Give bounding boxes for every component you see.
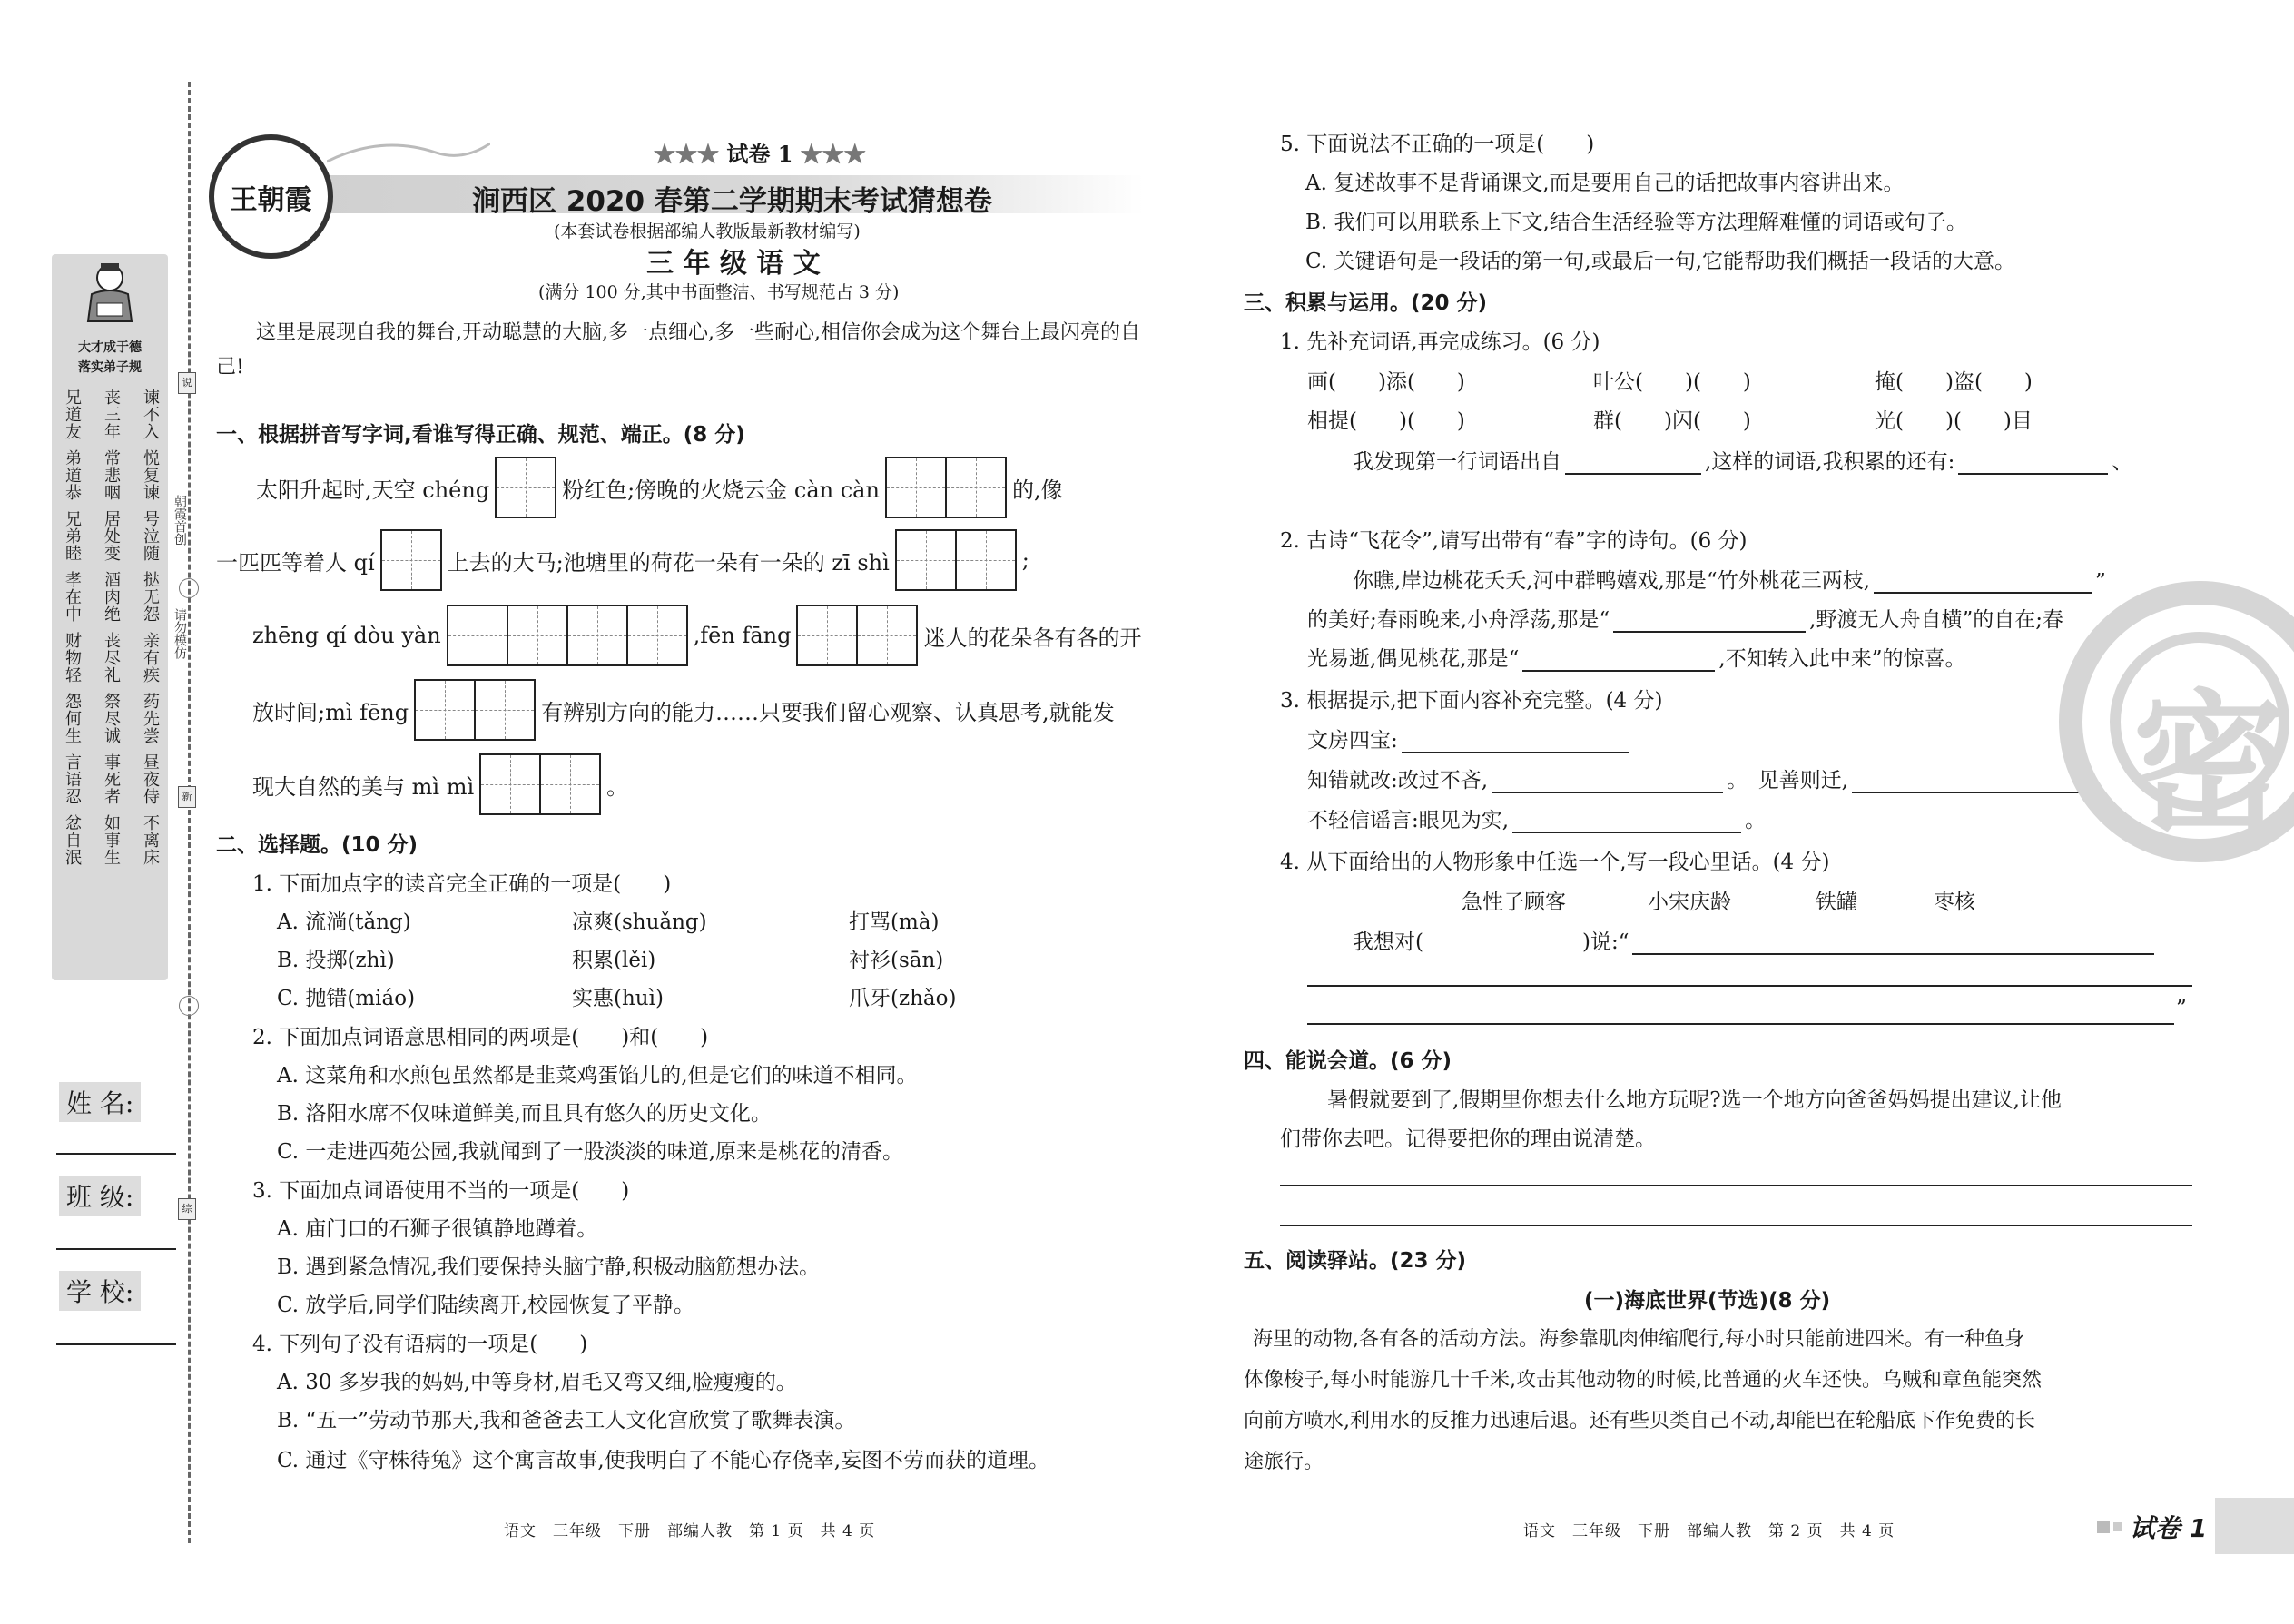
pinyin-line-3 (252, 605, 1147, 666)
character-option: 急性子顾客 (1462, 891, 1566, 914)
answer-blank[interactable] (1958, 473, 2108, 475)
confidential-seal (2059, 581, 2294, 862)
q3-3-line-1 (1307, 723, 1629, 753)
char-grid[interactable] (479, 753, 601, 815)
proverb: 祭尽诚 (102, 693, 121, 744)
q2-3-a: A. 庙门口的石狮子很镇静地蹲着。 (277, 1217, 598, 1241)
q2-2-stem: 2. 下面加点词语意思相同的两项是( )和( ) (252, 1026, 709, 1049)
q2-5-b: B. 我们可以用联系上下文,结合生活经验等方法理解难懂的词语或句子。 (1305, 211, 1967, 234)
q2-5-a: A. 复述故事不是背诵课文,而是要用自己的话把故事内容讲出来。 (1305, 172, 1905, 195)
char-grid[interactable] (885, 457, 1007, 518)
punch-hole-icon (179, 578, 199, 598)
text: 上去的大马;池塘里的荷花一朵有一朵的 zī shì (447, 549, 890, 576)
pinyin-line-1 (256, 457, 1068, 518)
punch-hole-icon (179, 996, 199, 1016)
text: )说:“ (1581, 930, 1629, 954)
q2-1-a1: A. 流淌(tǎng) (277, 910, 411, 934)
character-option: 铁罐 (1816, 891, 1857, 914)
writing-line[interactable] (1280, 1225, 2192, 1226)
q2-4-a: A. 30 多岁我的妈妈,中等身材,眉毛又弯又细,脸瘦瘦的。 (277, 1371, 797, 1394)
proverb: 如事生 (102, 814, 121, 866)
proverb: 常悲咽 (102, 449, 121, 501)
corner-text: 试卷 1 (2130, 1513, 2208, 1543)
q3-1-prompt (1353, 445, 2132, 475)
q3-2-line-3 (1307, 642, 1965, 672)
char-grid[interactable] (414, 679, 536, 741)
binding-icon-2: 新 (178, 786, 196, 808)
section-5-title: 五、阅读驿站。(23 分) (1244, 1249, 1467, 1273)
class-label: 班 级: (59, 1176, 141, 1216)
footer-left: 语文 三年级 下册 部编人教 第 1 页 共 4 页 (504, 1522, 876, 1540)
answer-blank[interactable] (1613, 631, 1806, 633)
writing-line[interactable] (1280, 1185, 2192, 1186)
q2-1-a2: 凉爽(shuǎng) (572, 910, 707, 934)
q2-4-b: B. “五一”劳动节那天,我和爸爸去工人文化宫欣赏了歌舞表演。 (277, 1409, 856, 1432)
name-label: 姓 名: (59, 1082, 141, 1122)
proverb: 药先尝 (141, 693, 160, 744)
school-label: 学 校: (59, 1271, 141, 1311)
q3-3-line-3 (1307, 803, 1766, 833)
binding-note-1: 朝霞首创 (172, 495, 187, 546)
motto-1: 大才成于德 (78, 340, 142, 355)
answer-blank[interactable] (1402, 752, 1629, 753)
text: 有辨别方向的能力……只要我们留心观察、认真思考,就能发 (541, 699, 1115, 725)
proverb: 挞无怨 (141, 571, 160, 623)
footer-right: 语文 三年级 下册 部编人教 第 2 页 共 4 页 (1523, 1522, 1895, 1540)
q2-1-a3: 打骂(mà) (849, 910, 940, 934)
writing-line[interactable] (1307, 1023, 2174, 1025)
proverb: 丧尽礼 (102, 632, 121, 684)
character-option: 枣核 (1934, 891, 1975, 914)
q2-4-c: C. 通过《守株待兔》这个寓言故事,使我明白了不能心存侥幸,妄图不劳而获的道理。 (277, 1449, 1050, 1472)
q2-2-c: C. 一走进西苑公园,我就闻到了一股淡淡的味道,原来是桃花的清香。 (277, 1140, 904, 1164)
proverb: 事死者 (102, 753, 121, 805)
text: 现大自然的美与 mì mì (252, 773, 475, 800)
text: 放时间;mì fēng (252, 699, 409, 725)
text: 我发现第一行词语出自 (1353, 450, 1561, 474)
idiom-3: 掩( )盗( ) (1875, 370, 2033, 394)
char-grid[interactable] (447, 605, 688, 666)
proverb: 孝在中 (63, 571, 82, 623)
cut-line (188, 82, 191, 1543)
score-note: (满分 100 分,其中书面整洁、书写规范占 3 分) (538, 282, 900, 302)
answer-blank[interactable] (1492, 792, 1723, 793)
text: ; (1021, 547, 1029, 573)
subject-title: 三 年 级 语 文 (646, 248, 821, 280)
text: 不轻信谣言:眼见为实, (1307, 809, 1510, 832)
pinyin-line-4 (252, 679, 1120, 741)
binding-icon-3: 综 (178, 1198, 196, 1220)
motto-2: 落实弟子规 (78, 360, 142, 375)
text: 粉红色;傍晚的火烧云金 càn càn (562, 477, 880, 503)
end-quote: ” (2176, 997, 2187, 1020)
text: ,fēn fāng (693, 623, 792, 648)
q3-3-line-2 (1307, 763, 2108, 793)
q2-5-stem: 5. 下面说法不正确的一项是( ) (1280, 133, 1595, 156)
q3-2-stem: 2. 古诗“飞花令”,请写出带有“春”字的诗句。(6 分) (1280, 529, 1748, 553)
section-4-title: 四、能说会道。(6 分) (1244, 1049, 1452, 1073)
reading-p3: 向前方喷水,利用水的反推力迅速后退。还有些贝类自己不动,却能巴在轮船底下作免费的长 (1244, 1410, 2035, 1432)
q3-4-prompt (1353, 925, 2154, 955)
text: 知错就改:改过不吝, (1307, 769, 1489, 792)
q3-1-stem: 1. 先补充词语,再完成练习。(6 分) (1280, 330, 1600, 354)
proverb: 悦复谏 (141, 449, 160, 501)
binding-icon-1: 说 (178, 372, 196, 394)
idiom-5: 群( )闪( ) (1593, 409, 1751, 433)
text: 。 (606, 773, 629, 800)
reading-subtitle: (一)海底世界(节选)(8 分) (1584, 1289, 1831, 1313)
corner-label (2097, 1509, 2207, 1545)
q2-1-c2: 实惠(huì) (572, 987, 664, 1010)
text: 。 见善则迁, (1727, 769, 1848, 792)
text: 一匹匹等着人 qí (216, 549, 375, 576)
text: 光易逝,偶见桃花,那是“ (1307, 647, 1520, 671)
edition-note: (本套试卷根据部编人教版最新教材编写) (554, 221, 861, 241)
text: zhēng qí dòu yàn (252, 623, 441, 648)
proverb: 怨何生 (63, 693, 82, 744)
proverb: 号泣随 (141, 510, 160, 562)
proverb: 言语忍 (63, 753, 82, 805)
q2-1-b1: B. 投掷(zhì) (277, 949, 395, 972)
school-field[interactable] (56, 1343, 176, 1345)
section-2-title: 二、选择题。(10 分) (216, 833, 418, 857)
section-3-title: 三、积累与运用。(20 分) (1244, 291, 1488, 315)
writing-line[interactable] (1307, 985, 2192, 987)
q2-3-c: C. 放学后,同学们陆续离开,校园恢复了平静。 (277, 1294, 695, 1317)
exam-title: 涧西区 2020 春第二学期期末考试猜想卷 (472, 185, 992, 218)
q2-4-stem: 4. 下列句子没有语病的一项是( ) (252, 1333, 588, 1356)
answer-blank[interactable] (1874, 592, 2092, 594)
binding-note-2: 请勿模仿 (172, 608, 187, 659)
paper-label-text: 试卷 1 (726, 141, 793, 167)
proverb: 谏不入 (141, 389, 160, 440)
brand-logo: 王朝霞 (209, 134, 333, 259)
pinyin-line-2 (216, 529, 1035, 591)
idiom-4: 相提( )( ) (1307, 409, 1465, 433)
q2-1-c3: 爪牙(zhǎo) (849, 987, 957, 1010)
proverb: 兄道友 (63, 389, 82, 440)
proverb: 不离床 (141, 814, 160, 866)
proverb: 昼夜侍 (141, 753, 160, 805)
proverb: 弟道恭 (63, 449, 82, 501)
text: 文房四宝: (1307, 729, 1398, 753)
scholar-illustration (79, 260, 141, 323)
s4-text-1: 暑假就要到了,假期里你想去什么地方玩呢?选一个地方向爸爸妈妈提出建议,让他 (1327, 1088, 2062, 1112)
text: ,不知转入此中来”的惊喜。 (1718, 647, 1966, 671)
answer-blank[interactable] (1512, 832, 1741, 833)
q2-1-c1: C. 抛错(miáo) (277, 987, 416, 1010)
text: 、 (2112, 450, 2133, 474)
proverb: 亲有疾 (141, 632, 160, 684)
ribbon-decoration (327, 134, 490, 171)
char-grid[interactable] (895, 529, 1017, 591)
char-grid[interactable] (380, 529, 442, 591)
q2-3-b: B. 遇到紧急情况,我们要保持头脑宁静,积极动脑筋想办法。 (277, 1255, 821, 1279)
text: 的,像 (1011, 477, 1063, 503)
paper-label: ★★★ 试卷 1 ★★★ (654, 141, 866, 167)
class-field[interactable] (56, 1248, 176, 1250)
q2-5-c: C. 关键语句是一段话的第一句,或最后一句,它能帮助我们概括一段话的大意。 (1305, 250, 2016, 273)
seal-char: 密 (2132, 674, 2288, 856)
answer-blank[interactable] (1522, 670, 1715, 672)
proverb: 丧三年 (102, 389, 121, 440)
s4-text-2: 们带你去吧。记得要把你的理由说清楚。 (1280, 1127, 1656, 1151)
character-option: 小宋庆龄 (1648, 891, 1731, 914)
pinyin-line-5 (252, 753, 634, 815)
text: ,野渡无人舟自横”的自在;春 (1809, 608, 2063, 632)
proverb: 忿自泯 (63, 814, 82, 866)
q2-1-b3: 衬衫(sān) (849, 949, 944, 972)
intro-text: 这里是展现自我的舞台,开动聪慧的大脑,多一点细心,多一些耐心,相信你会成为这个舞台上最闪亮的自己! (216, 321, 1140, 379)
section-1-title: 一、根据拼音写字词,看谁写得正确、规范、端正。(8 分) (216, 423, 745, 447)
reading-p1: 海里的动物,各有各的活动方法。海参靠肌肉伸缩爬行,每小时只能前进四米。有一种鱼身 (1253, 1328, 2024, 1351)
text: 。 (2086, 769, 2108, 792)
q2-1-b2: 积累(lěi) (572, 949, 656, 972)
text: 的美好;春雨晚来,小舟浮荡,那是“ (1307, 608, 1610, 632)
q3-2-line-2 (1307, 603, 2063, 633)
q2-1-stem: 1. 下面加点字的读音完全正确的一项是( ) (252, 872, 672, 896)
idiom-1: 画( )添( ) (1307, 370, 1465, 394)
name-field[interactable] (56, 1153, 176, 1155)
text: ” (2095, 570, 2106, 594)
char-grid[interactable] (495, 457, 556, 518)
text: 我想对( (1353, 930, 1423, 954)
reading-p4: 途旅行。 (1244, 1451, 1324, 1473)
binding-strip (52, 254, 168, 980)
corner-block (2215, 1498, 2294, 1554)
proverb-grid (61, 389, 161, 875)
reading-p2: 体像梭子,每小时能游几十千米,攻击其他动物的时候,比普通的火车还快。乌贼和章鱼能突然 (1244, 1369, 2042, 1392)
text: 迷人的花朵各有各的开 (923, 625, 1142, 651)
proverb: 财物轻 (63, 632, 82, 684)
q3-4-stem: 4. 从下面给出的人物形象中任选一个,写一段心里话。(4 分) (1280, 851, 1830, 874)
q2-2-b: B. 洛阳水席不仅味道鲜美,而且具有悠久的历史文化。 (277, 1102, 772, 1126)
q2-3-stem: 3. 下面加点词语使用不当的一项是( ) (252, 1179, 630, 1203)
q3-3-stem: 3. 根据提示,把下面内容补充完整。(4 分) (1280, 689, 1663, 713)
answer-blank[interactable] (1852, 792, 2083, 793)
text: 。 (1745, 809, 1767, 832)
idiom-2: 叶公( )( ) (1593, 370, 1751, 394)
proverb: 兄弟睦 (63, 510, 82, 562)
q3-2-line-1 (1353, 564, 2106, 594)
proverb: 居处变 (102, 510, 121, 562)
proverb: 酒肉绝 (102, 571, 121, 623)
answer-blank[interactable] (1565, 473, 1701, 475)
text: 太阳升起时,天空 chéng (256, 477, 490, 503)
char-grid[interactable] (796, 605, 918, 666)
text: ,这样的词语,我积累的还有: (1705, 450, 1955, 474)
text: 你瞧,岸边桃花夭夭,河中群鸭嬉戏,那是“竹外桃花三两枝, (1353, 569, 1871, 593)
answer-blank[interactable] (1632, 953, 2154, 955)
idiom-6: 光( )( )目 (1875, 409, 2033, 433)
q2-2-a: A. 这菜角和水煎包虽然都是韭菜鸡蛋馅儿的,但是它们的味道不相同。 (277, 1064, 918, 1088)
